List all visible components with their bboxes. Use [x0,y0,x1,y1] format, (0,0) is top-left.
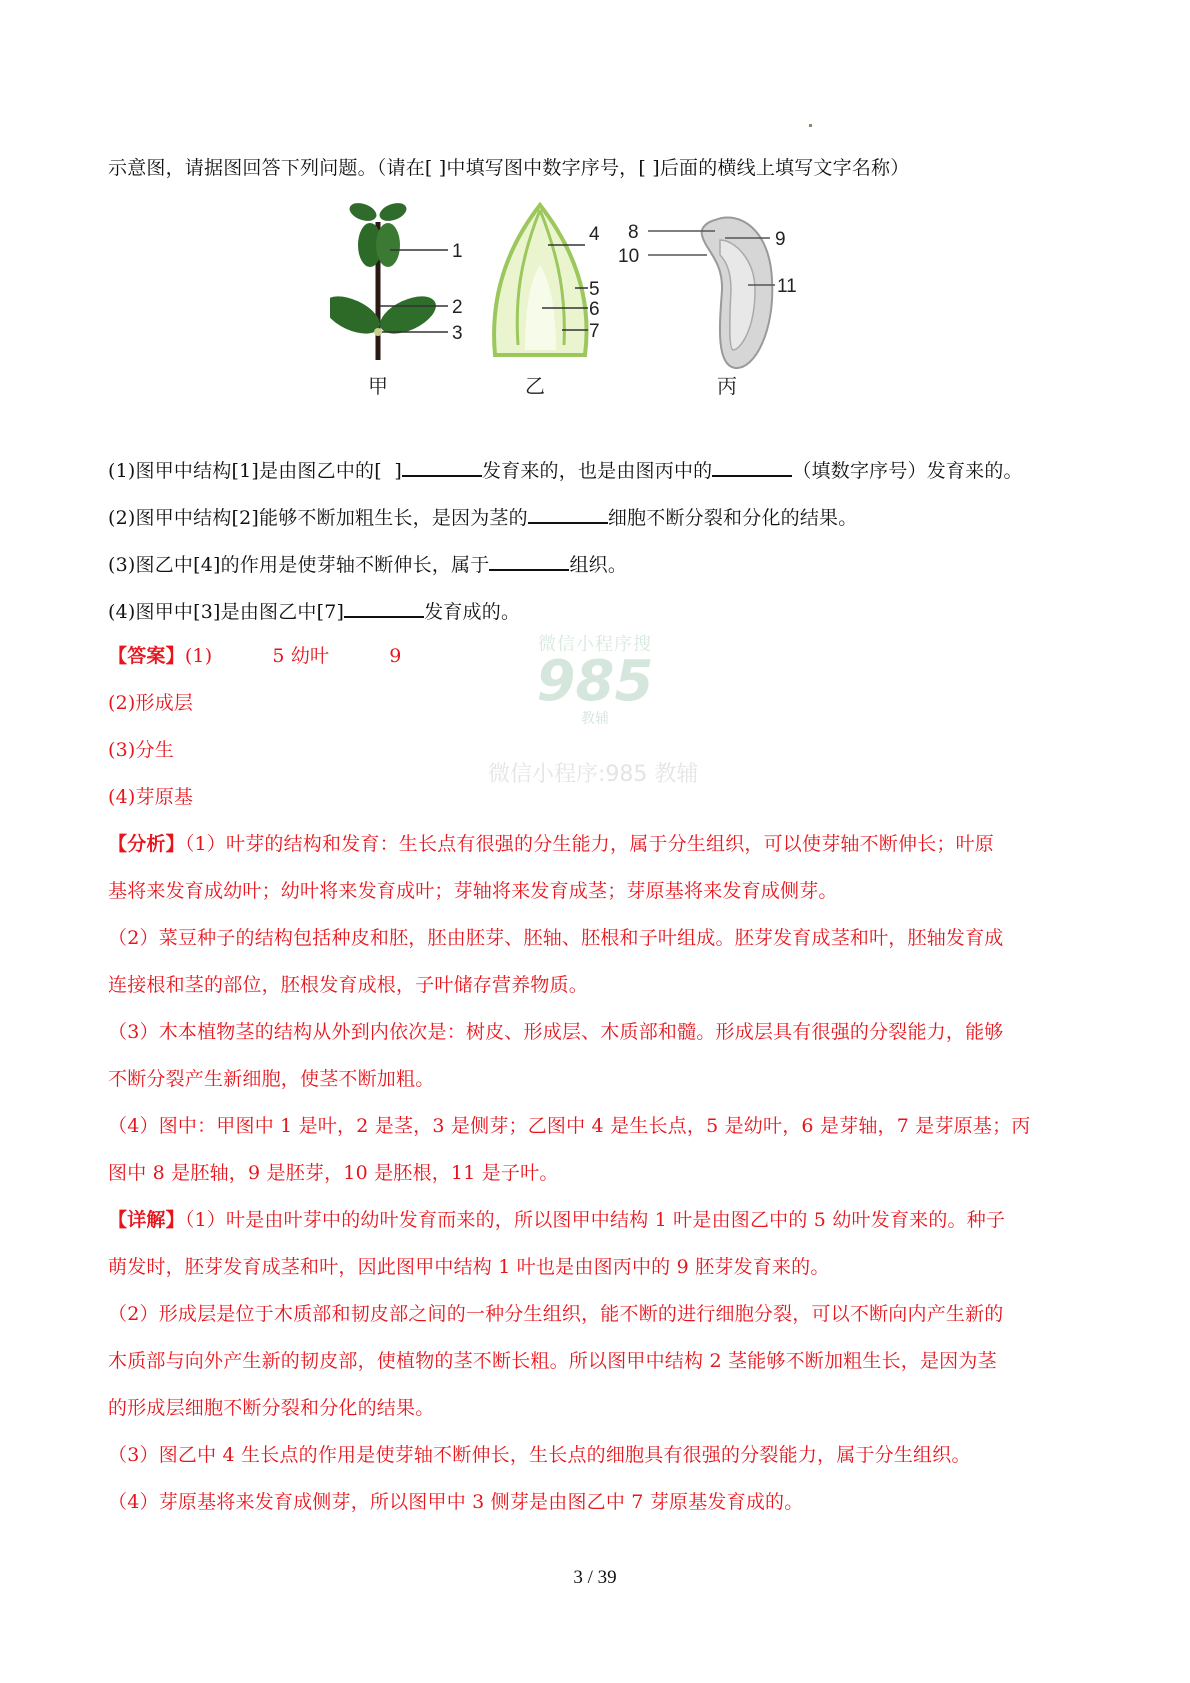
question-3: (3)图乙中[4]的作用是使芽轴不断伸长，属于 组织。 [108,549,627,578]
callout-8: 8 [628,222,639,243]
answer-line-2: (2)形成层 [108,692,194,714]
plant-structure-figure [330,200,870,430]
answer-line-4: (4)芽原基 [108,786,194,808]
analysis-line: （4）图中：甲图中 1 是叶，2 是茎，3 是侧芽；乙图中 4 是生长点，5 是幼叶，6 是芽轴，7 是芽原基；丙 [108,1115,1031,1137]
answer-label: 【答案】 [108,645,185,667]
detail-line: 的形成层细胞不断分裂和分化的结果。 [108,1397,435,1419]
panel-label-yi: 乙 [525,374,545,398]
detail-line: 【详解】（1）叶是由叶芽中的幼叶发育而来的，所以图甲中结构 1 叶是由图乙中的 5 幼叶发育来的。种子 [108,1209,1006,1231]
detail-line: 萌发时，胚芽发育成茎和叶，因此图甲中结构 1 叶也是由图丙中的 9 胚芽发育来的。 [108,1256,830,1278]
answer-blank [489,549,569,571]
answer-blank [344,596,424,618]
callout-7: 7 [589,321,600,342]
panel-jia-plant [330,200,463,360]
callout-10: 10 [618,246,640,267]
callout-11: 11 [777,276,797,297]
analysis-line: （2）菜豆种子的结构包括种皮和胚，胚由胚芽、胚轴、胚根和子叶组成。胚芽发育成茎和叶，胚轴发育成 [108,927,1004,949]
answer-line-1: 【答案】(1) 5 幼叶 9 [108,645,402,667]
callout-1: 1 [452,241,463,262]
analysis-label: 【分析】 [108,833,185,855]
watermark-logo: 微信小程序搜 985 教辅 [536,634,654,727]
analysis-line: 不断分裂产生新细胞，使茎不断加粗。 [108,1068,435,1090]
detail-line: （3）图乙中 4 生长点的作用是使芽轴不断伸长，生长点的细胞具有很强的分裂能力，属于分生组织。 [108,1444,971,1466]
callout-2: 2 [452,297,463,318]
analysis-line: 基将来发育成幼叶；幼叶将来发育成叶；芽轴将来发育成茎；芽原基将来发育成侧芽。 [108,880,838,902]
question-intro: 示意图，请据图回答下列问题。（请在[ ]中填写图中数字序号，[ ]后面的横线上填写文字名称） [108,157,910,179]
figure-illustration [330,200,870,430]
page-number: 3 / 39 [573,1567,617,1588]
answer-blank [528,502,608,524]
panel-label-bing: 丙 [717,374,737,398]
answer-line-3: (3)分生 [108,739,174,761]
detail-label: 【详解】 [108,1209,185,1231]
question-4: (4)图甲中[3]是由图乙中[7] 发育成的。 [108,596,520,625]
callout-4: 4 [589,224,600,245]
panel-label-jia: 甲 [368,374,388,398]
analysis-line: 图中 8 是胚轴，9 是胚芽，10 是胚根，11 是子叶。 [108,1162,559,1184]
panel-bing-embryo [618,218,797,369]
stray-dot [809,124,812,127]
answer-blank [402,455,482,477]
callout-6: 6 [589,299,600,320]
answer-blank [712,455,792,477]
watermark-text: 微信小程序:985 教辅 [488,762,699,787]
question-2: (2)图甲中结构[2]能够不断加粗生长，是因为茎的 细胞不断分裂和分化的结果。 [108,502,857,531]
detail-line: （4）芽原基将来发育成侧芽，所以图甲中 3 侧芽是由图乙中 7 芽原基发育成的。 [108,1491,804,1513]
callout-3: 3 [452,323,463,344]
analysis-line: （3）木本植物茎的结构从外到内依次是：树皮、形成层、木质部和髓。形成层具有很强的分裂能力，能够 [108,1021,1004,1043]
callout-5: 5 [589,279,600,300]
analysis-line: 连接根和茎的部位，胚根发育成根，子叶储存营养物质。 [108,974,589,996]
detail-line: 木质部与向外产生新的韧皮部，使植物的茎不断长粗。所以图甲中结构 2 茎能够不断加粗生长，是因为茎 [108,1350,997,1372]
panel-yi-bud [494,205,600,355]
detail-line: （2）形成层是位于木质部和韧皮部之间的一种分生组织，能不断的进行细胞分裂，可以不断向内产生新的 [108,1303,1004,1325]
question-1: (1)图甲中结构[1]是由图乙中的[ ] 发育来的，也是由图丙中的 （填数字序号）发育来的。 [108,455,1023,484]
callout-9: 9 [775,229,786,250]
analysis-line: 【分析】（1）叶芽的结构和发育：生长点有很强的分生能力，属于分生组织，可以使芽轴不断伸长；叶原 [108,833,995,855]
